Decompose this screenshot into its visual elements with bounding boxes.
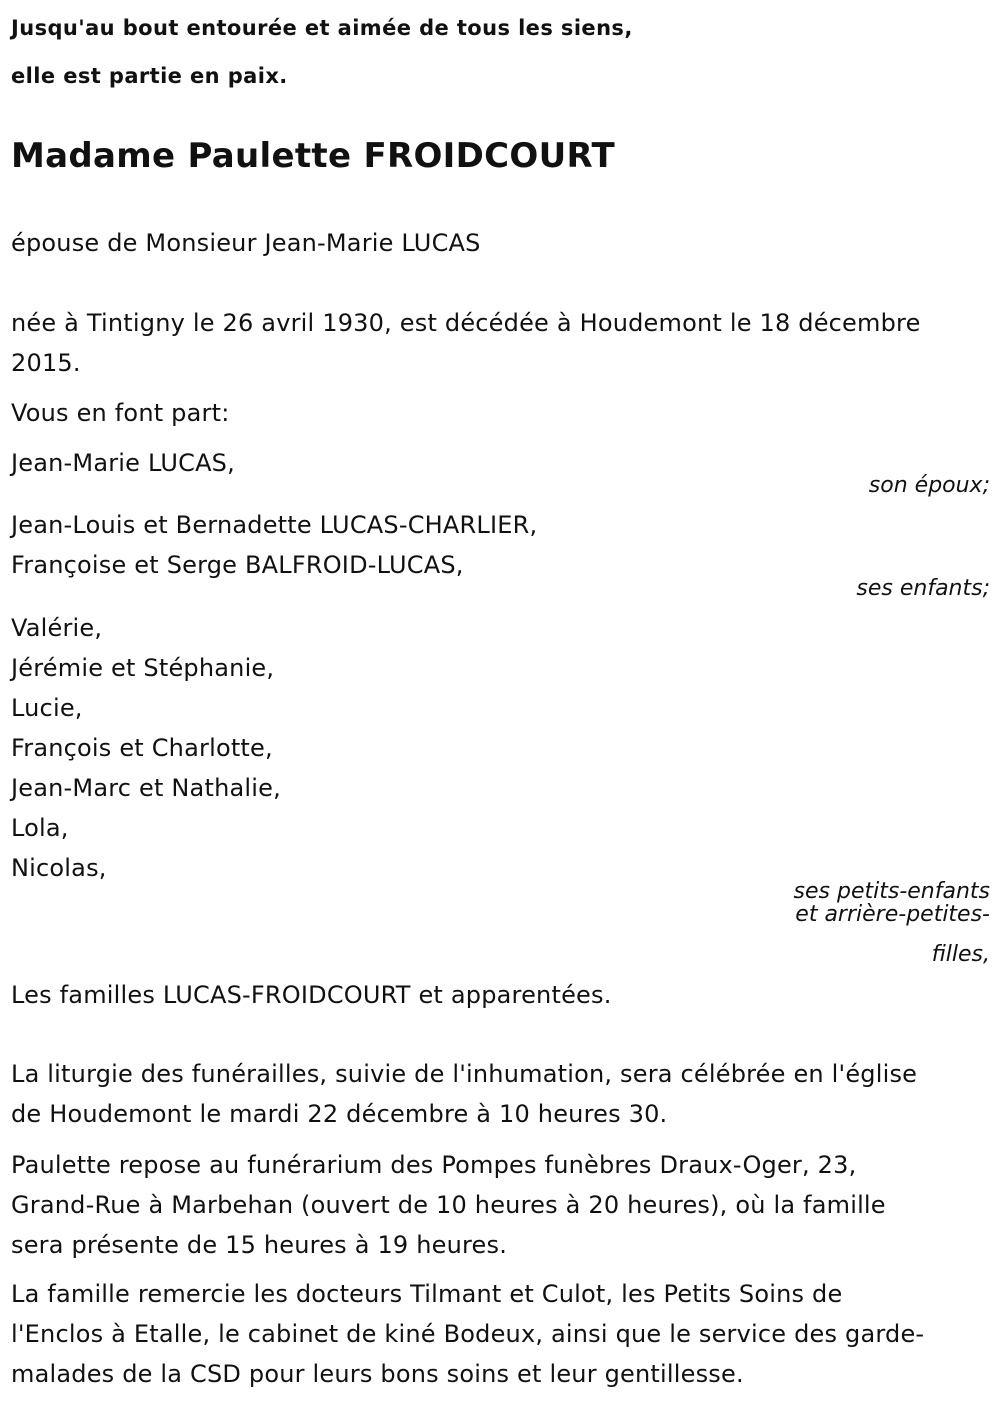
family-member: François et Charlotte, bbox=[11, 734, 273, 762]
family-member: Nicolas, bbox=[11, 854, 107, 882]
family-member: Jean-Louis et Bernadette LUCAS-CHARLIER, bbox=[11, 511, 538, 539]
announce-line: Vous en font part: bbox=[11, 399, 230, 427]
thanks-line-3: malades de la CSD pour leurs bons soins et leur gentillesse. bbox=[11, 1360, 744, 1388]
liturgy-line-1: La liturgie des funérailles, suivie de l'inhumation, sera célébrée en l'église bbox=[11, 1060, 918, 1088]
relation-label: filles, bbox=[931, 942, 990, 967]
rest-line-1: Paulette repose au funérarium des Pompes funèbres Draux-Oger, 23, bbox=[11, 1151, 857, 1179]
family-member: Jean-Marc et Nathalie, bbox=[11, 774, 281, 802]
liturgy-line-2: de Houdemont le mardi 22 décembre à 10 heures 30. bbox=[11, 1100, 668, 1128]
family-member: Valérie, bbox=[11, 614, 103, 642]
family-member: Françoise et Serge BALFROID-LUCAS, bbox=[11, 551, 464, 579]
intro-line-1: Jusqu'au bout entourée et aimée de tous les siens, bbox=[11, 16, 633, 40]
relation-label: ses enfants; bbox=[856, 576, 990, 601]
spouse-line: épouse de Monsieur Jean-Marie LUCAS bbox=[11, 229, 481, 257]
families-line: Les familles LUCAS-FROIDCOURT et apparentées. bbox=[11, 981, 612, 1009]
thanks-line-2: l'Enclos à Etalle, le cabinet de kiné Bodeux, ainsi que le service des garde- bbox=[11, 1320, 925, 1348]
birth-death-line-1: née à Tintigny le 26 avril 1930, est décédée à Houdemont le 18 décembre bbox=[11, 309, 921, 337]
relation-label: son époux; bbox=[868, 473, 990, 498]
rest-line-3: sera présente de 15 heures à 19 heures. bbox=[11, 1231, 508, 1259]
intro-line-2: elle est partie en paix. bbox=[11, 64, 288, 88]
family-member: Jérémie et Stéphanie, bbox=[11, 654, 275, 682]
family-member: Lucie, bbox=[11, 694, 83, 722]
family-member: Lola, bbox=[11, 814, 69, 842]
relation-label: ses petits-enfants bbox=[793, 879, 990, 904]
deceased-name: Madame Paulette FROIDCOURT bbox=[11, 136, 615, 176]
relation-label: et arrière-petites- bbox=[795, 902, 990, 927]
birth-death-line-2: 2015. bbox=[11, 349, 81, 377]
thanks-line-1: La famille remercie les docteurs Tilmant et Culot, les Petits Soins de bbox=[11, 1280, 843, 1308]
family-member: Jean-Marie LUCAS, bbox=[11, 449, 235, 477]
rest-line-2: Grand-Rue à Marbehan (ouvert de 10 heures à 20 heures), où la famille bbox=[11, 1191, 886, 1219]
